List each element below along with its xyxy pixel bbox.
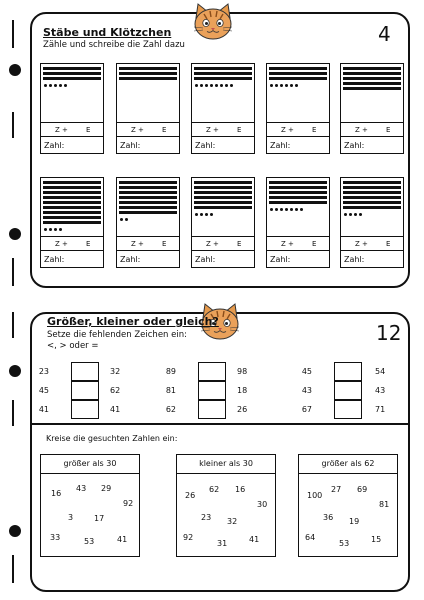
binder-hole (9, 64, 21, 76)
ten-rod (269, 77, 327, 80)
one-cube (220, 84, 223, 87)
one-cube (285, 208, 288, 211)
one-cube (205, 84, 208, 87)
place-value-box (40, 177, 104, 268)
circle-candidate-number[interactable]: 36 (323, 513, 334, 522)
number-label: Zahl: (120, 141, 141, 150)
ten-rod (119, 77, 177, 80)
ones-label: E (312, 240, 317, 248)
number-answer-row[interactable] (117, 250, 179, 268)
circle-box-condition: kleiner als 30 (177, 455, 275, 474)
place-value-box (116, 177, 180, 268)
circle-candidate-number[interactable]: 26 (185, 491, 196, 500)
circle-candidate-number[interactable]: 3 (68, 513, 74, 522)
ten-rod (343, 201, 401, 204)
margin-tick (12, 258, 14, 286)
ten-rod (119, 67, 177, 70)
tens-label: Z + (206, 126, 219, 134)
page-number: 12 (376, 321, 402, 345)
section-divider (32, 423, 408, 425)
ten-rod (43, 186, 101, 189)
one-cube (275, 208, 278, 211)
circle-candidate-number[interactable]: 33 (50, 533, 61, 542)
one-cube (275, 84, 278, 87)
one-cube (344, 213, 347, 216)
place-value-box (40, 63, 104, 154)
ten-rod (343, 82, 401, 85)
answer-box[interactable] (334, 362, 362, 381)
one-cube (349, 213, 352, 216)
ten-rod (43, 216, 101, 219)
one-cube (225, 84, 228, 87)
circle-candidate-number[interactable]: 27 (331, 485, 342, 494)
one-cube (295, 208, 298, 211)
one-cube (49, 84, 52, 87)
circle-candidate-number[interactable]: 43 (76, 484, 87, 493)
one-cube (200, 84, 203, 87)
number-label: Zahl: (120, 255, 141, 264)
one-cube (200, 213, 203, 216)
binder-hole (9, 365, 21, 377)
ten-rod (43, 206, 101, 209)
ten-rod (43, 181, 101, 184)
ten-rod (194, 67, 252, 70)
number-label: Zahl: (44, 255, 65, 264)
ten-rod (43, 77, 101, 80)
ten-rod (269, 67, 327, 70)
circle-box-condition: größer als 62 (299, 455, 397, 474)
ten-rod (43, 201, 101, 204)
tens-label: Z + (131, 240, 144, 248)
one-cube (54, 84, 57, 87)
place-value-box (340, 63, 404, 154)
circle-candidate-number[interactable]: 23 (201, 513, 212, 522)
section-instruction-symbols: <, > oder = (47, 341, 99, 351)
circle-candidate-number[interactable]: 16 (235, 485, 246, 494)
circle-candidate-number[interactable]: 41 (117, 535, 128, 544)
ten-rod (194, 196, 252, 199)
ten-rod (43, 67, 101, 70)
one-cube (195, 84, 198, 87)
place-value-box (191, 63, 255, 154)
margin-tick (12, 312, 14, 338)
tens-label: Z + (55, 126, 68, 134)
tens-ones-row (41, 122, 103, 137)
ten-rod (119, 196, 177, 199)
rods-and-cubes (341, 178, 403, 236)
rods-and-cubes (192, 64, 254, 122)
number-answer-row[interactable] (341, 136, 403, 154)
compare-left-number: 67 (301, 405, 312, 414)
one-cube (359, 213, 362, 216)
ten-rod (119, 206, 177, 209)
answer-box[interactable] (334, 400, 362, 419)
number-answer-row[interactable] (41, 250, 103, 268)
circle-number-box (40, 454, 140, 557)
one-cube (270, 84, 273, 87)
ten-rod (343, 191, 401, 194)
compare-right-number: 62 (110, 386, 121, 395)
number-label: Zahl: (195, 141, 216, 150)
one-cube (59, 228, 62, 231)
number-answer-row[interactable] (192, 136, 254, 154)
section-instruction: Zähle und schreibe die Zahl dazu (43, 40, 185, 50)
circle-candidate-number[interactable]: 64 (305, 533, 316, 542)
ones-label: E (86, 240, 91, 248)
ten-rod (194, 201, 252, 204)
ten-rod (119, 181, 177, 184)
tens-ones-row (341, 122, 403, 137)
rods-and-cubes (117, 64, 179, 122)
compare-left-number: 81 (165, 386, 176, 395)
number-label: Zahl: (344, 141, 365, 150)
one-cube (54, 228, 57, 231)
tens-ones-row (117, 122, 179, 137)
circle-candidate-number[interactable]: 53 (84, 537, 95, 546)
place-value-box (116, 63, 180, 154)
compare-right-number: 43 (375, 386, 386, 395)
one-cube (290, 84, 293, 87)
one-cube (210, 213, 213, 216)
ten-rod (119, 211, 177, 214)
circle-candidate-number[interactable]: 31 (217, 539, 228, 548)
rods-and-cubes (341, 64, 403, 122)
tens-ones-row (41, 236, 103, 251)
ten-rod (269, 72, 327, 75)
number-answer-row[interactable] (41, 136, 103, 154)
ten-rod (43, 211, 101, 214)
ten-rod (343, 67, 401, 70)
ten-rod (43, 72, 101, 75)
circle-candidate-number[interactable]: 30 (257, 500, 268, 509)
ten-rod (119, 201, 177, 204)
ten-rod (43, 191, 101, 194)
tens-label: Z + (281, 126, 294, 134)
tens-ones-row (341, 236, 403, 251)
answer-box[interactable] (198, 381, 226, 400)
ones-label: E (312, 126, 317, 134)
ones-label: E (237, 126, 242, 134)
ten-rod (43, 196, 101, 199)
circle-candidate-number[interactable]: 69 (357, 485, 368, 494)
one-cube (230, 84, 233, 87)
compare-right-number: 71 (375, 405, 386, 414)
section-title: Größer, kleiner oder gleich? (47, 315, 219, 328)
tens-label: Z + (55, 240, 68, 248)
tens-ones-row (267, 236, 329, 251)
ten-rod (194, 206, 252, 209)
one-cube (205, 213, 208, 216)
compare-left-number: 23 (38, 367, 49, 376)
tens-ones-row (192, 236, 254, 251)
tens-label: Z + (131, 126, 144, 134)
section-instruction: Setze die fehlenden Zeichen ein: (47, 330, 187, 340)
ten-rod (119, 72, 177, 75)
tens-label: Z + (355, 240, 368, 248)
one-cube (120, 218, 123, 221)
one-cube (280, 84, 283, 87)
ten-rod (343, 186, 401, 189)
number-label: Zahl: (195, 255, 216, 264)
answer-box[interactable] (198, 362, 226, 381)
circle-candidate-number[interactable]: 16 (51, 489, 62, 498)
answer-box[interactable] (334, 381, 362, 400)
binder-hole (9, 525, 21, 537)
place-value-box (266, 63, 330, 154)
ten-rod (343, 181, 401, 184)
rods-and-cubes (267, 64, 329, 122)
ones-label: E (162, 240, 167, 248)
answer-box[interactable] (71, 381, 99, 400)
one-cube (59, 84, 62, 87)
ten-rod (269, 196, 327, 199)
rods-and-cubes (41, 178, 103, 236)
ten-rod (343, 72, 401, 75)
ten-rod (194, 186, 252, 189)
ones-label: E (386, 240, 391, 248)
one-cube (270, 208, 273, 211)
circle-candidate-number[interactable]: 41 (249, 535, 260, 544)
page-number: 4 (378, 22, 391, 46)
ten-rod (269, 201, 327, 204)
compare-left-number: 43 (301, 386, 312, 395)
ones-label: E (86, 126, 91, 134)
circle-instruction: Kreise die gesuchten Zahlen ein: (46, 434, 178, 443)
circle-candidate-number[interactable]: 15 (371, 535, 382, 544)
rods-and-cubes (267, 178, 329, 236)
cat-mascot-icon (190, 2, 236, 42)
tens-label: Z + (206, 240, 219, 248)
number-answer-row[interactable] (267, 250, 329, 268)
one-cube (215, 84, 218, 87)
one-cube (300, 208, 303, 211)
one-cube (44, 228, 47, 231)
margin-tick (12, 20, 14, 48)
ten-rod (269, 186, 327, 189)
ten-rod (343, 206, 401, 209)
number-label: Zahl: (270, 255, 291, 264)
ones-label: E (162, 126, 167, 134)
ten-rod (194, 181, 252, 184)
circle-candidate-number[interactable]: 92 (123, 499, 134, 508)
compare-right-number: 54 (375, 367, 386, 376)
one-cube (280, 208, 283, 211)
rods-and-cubes (117, 178, 179, 236)
circle-number-box (298, 454, 398, 557)
ten-rod (343, 77, 401, 80)
number-label: Zahl: (344, 255, 365, 264)
number-label: Zahl: (44, 141, 65, 150)
circle-candidate-number[interactable]: 17 (94, 514, 105, 523)
compare-right-number: 18 (237, 386, 248, 395)
circle-candidate-number[interactable]: 53 (339, 539, 350, 548)
number-answer-row[interactable] (267, 136, 329, 154)
compare-right-number: 41 (110, 405, 121, 414)
ten-rod (119, 191, 177, 194)
ten-rod (119, 186, 177, 189)
compare-right-number: 26 (237, 405, 248, 414)
margin-tick (12, 112, 14, 138)
one-cube (49, 228, 52, 231)
number-answer-row[interactable] (192, 250, 254, 268)
compare-left-number: 89 (165, 367, 176, 376)
ones-label: E (386, 126, 391, 134)
compare-right-number: 32 (110, 367, 121, 376)
answer-box[interactable] (198, 400, 226, 419)
number-answer-row[interactable] (341, 250, 403, 268)
ten-rod (343, 87, 401, 90)
ten-rod (343, 196, 401, 199)
circle-candidate-number[interactable]: 32 (227, 517, 238, 526)
ten-rod (194, 77, 252, 80)
circle-candidate-number[interactable]: 29 (101, 484, 112, 493)
ones-label: E (237, 240, 242, 248)
ten-rod (194, 191, 252, 194)
circle-candidate-number[interactable]: 62 (209, 485, 220, 494)
circle-number-box (176, 454, 276, 557)
margin-tick (12, 555, 14, 583)
tens-ones-row (267, 122, 329, 137)
ten-rod (269, 191, 327, 194)
circle-candidate-number[interactable]: 92 (183, 533, 194, 542)
number-label: Zahl: (270, 141, 291, 150)
one-cube (125, 218, 128, 221)
tens-ones-row (192, 122, 254, 137)
tens-label: Z + (281, 240, 294, 248)
binder-hole (9, 228, 21, 240)
one-cube (64, 84, 67, 87)
margin-tick (12, 400, 14, 426)
one-cube (285, 84, 288, 87)
circle-candidate-number[interactable]: 81 (379, 500, 390, 509)
tens-ones-row (117, 236, 179, 251)
one-cube (295, 84, 298, 87)
place-value-box (266, 177, 330, 268)
ten-rod (194, 72, 252, 75)
compare-right-number: 98 (237, 367, 248, 376)
one-cube (195, 213, 198, 216)
section-title: Stäbe und Klötzchen (43, 26, 172, 39)
answer-box[interactable] (71, 362, 99, 381)
rods-and-cubes (192, 178, 254, 236)
ten-rod (43, 221, 101, 224)
number-answer-row[interactable] (117, 136, 179, 154)
one-cube (210, 84, 213, 87)
rods-and-cubes (41, 64, 103, 122)
circle-candidate-number[interactable]: 19 (349, 517, 360, 526)
answer-box[interactable] (71, 400, 99, 419)
ten-rod (269, 181, 327, 184)
compare-left-number: 41 (38, 405, 49, 414)
one-cube (290, 208, 293, 211)
tens-label: Z + (355, 126, 368, 134)
one-cube (44, 84, 47, 87)
circle-candidate-number[interactable]: 100 (307, 491, 323, 500)
binder-margin (0, 0, 30, 600)
place-value-box (340, 177, 404, 268)
one-cube (354, 213, 357, 216)
circle-box-condition: größer als 30 (41, 455, 139, 474)
place-value-box (191, 177, 255, 268)
compare-left-number: 45 (38, 386, 49, 395)
compare-left-number: 62 (165, 405, 176, 414)
compare-left-number: 45 (301, 367, 312, 376)
